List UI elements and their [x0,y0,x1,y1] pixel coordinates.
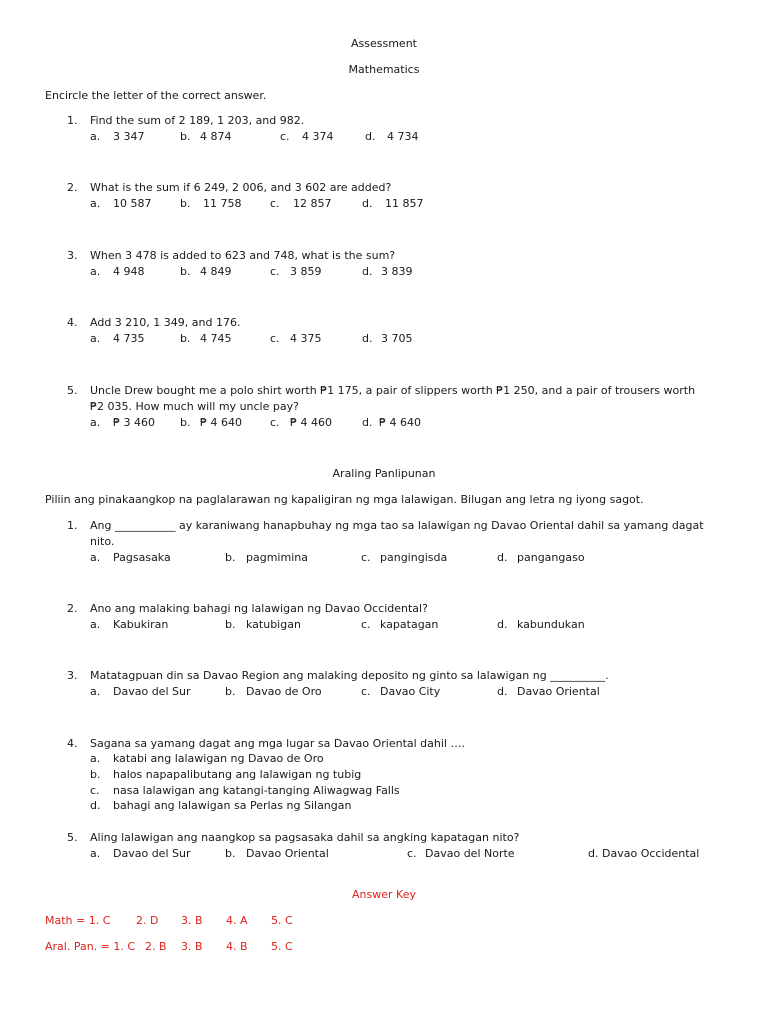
answer-key-item: 3. B [181,914,203,927]
choice-text: 11 857 [385,197,424,210]
question-text: Sagana sa yamang dagat ang mga lugar sa Davao Oriental dahil …. [90,737,465,750]
choice-letter: c. [270,265,280,278]
choice-text: 4 375 [290,332,322,345]
choice-letter: a. [90,130,101,143]
choice-text: ₱ 4 460 [290,416,332,429]
answer-key-item: 4. B [226,940,248,953]
choice-text: Kabukiran [113,618,169,631]
choice-letter: a. [90,685,101,698]
choice-text: bahagi ang lalawigan sa Perlas ng Silangan [113,799,352,812]
choice-text: 4 874 [200,130,232,143]
choice-text: 11 758 [203,197,242,210]
question-text: Ang ___________ ay karaniwang hanapbuhay ng mga tao sa lalawigan ng Davao Oriental dahil sa yamang dagat [90,519,704,532]
question-text: Add 3 210, 1 349, and 176. [90,316,241,329]
choice-text: nasa lalawigan ang katangi-tanging Aliwagwag Falls [113,784,400,797]
choice-letter: b. [180,265,191,278]
question-text: When 3 478 is added to 623 and 748, what is the sum? [90,249,396,262]
choice-text: Davao Oriental [246,847,329,860]
choice-letter: b. [225,847,236,860]
choice-letter: d. [365,130,376,143]
choice-letter: a. [90,265,101,278]
choice-letter: a. [90,551,101,564]
choice-letter: d. [497,618,508,631]
choice-letter: a. [90,618,101,631]
choice-letter: b. [225,685,236,698]
choice-text: 4 374 [302,130,334,143]
answer-key-heading: Answer Key [352,888,416,901]
choice-letter: b. [225,551,236,564]
choice-letter: b. [180,130,191,143]
choice-letter: a. [90,197,101,210]
answer-key-item: 5. C [271,940,293,953]
choice-letter: c. [361,685,371,698]
question-number: 2. [67,181,78,194]
choice-letter: c. [270,332,280,345]
question-number: 3. [67,249,78,262]
choice-text: halos napapalibutang ang lalawigan ng tubig [113,768,362,781]
answer-key-ap-label: Aral. Pan. = 1. C [45,940,136,953]
choice-letter: b. [225,618,236,631]
choice-letter: c. [407,847,417,860]
choice-letter: a. [90,416,101,429]
question-number: 1. [67,519,78,532]
choice-letter: c. [361,551,371,564]
choice-text: katubigan [246,618,301,631]
answer-key-item: 2. B [145,940,167,953]
choice-text: Davao del Sur [113,847,191,860]
choice-text: katabi ang lalawigan ng Davao de Oro [113,752,324,765]
choice-letter: d. [497,551,508,564]
answer-key-item: 2. D [136,914,159,927]
choice-letter: d. [497,685,508,698]
question-number: 5. [67,384,78,397]
choice-text: Davao del Sur [113,685,191,698]
choice-text: kapatagan [380,618,439,631]
choice-letter: d. [588,847,599,860]
choice-letter: b. [180,197,191,210]
question-number: 4. [67,737,78,750]
choice-letter: d. [90,799,101,812]
question-text: What is the sum if 6 249, 2 006, and 3 602 are added? [90,181,392,194]
choice-text: 4 734 [387,130,419,143]
math-heading: Mathematics [348,63,420,76]
choice-letter: b. [90,768,101,781]
choice-letter: c. [361,618,371,631]
math-instruction: Encircle the letter of the correct answer. [45,89,267,102]
choice-text: 3 859 [290,265,322,278]
document-title: Assessment [351,37,417,50]
question-text: ₱2 035. How much will my uncle pay? [90,400,299,413]
choice-letter: c. [270,197,280,210]
choice-text: 10 587 [113,197,152,210]
answer-key-math-label: Math = 1. C [45,914,111,927]
choice-text: Davao de Oro [246,685,322,698]
choice-letter: d. [362,265,373,278]
choice-letter: a. [90,752,101,765]
choice-text: kabundukan [517,618,585,631]
question-number: 3. [67,669,78,682]
question-text: Aling lalawigan ang naangkop sa pagsasaka dahil sa angking kapatagan nito? [90,831,520,844]
choice-letter: a. [90,847,101,860]
choice-text: 3 839 [381,265,413,278]
choice-text: Pagsasaka [113,551,171,564]
choice-text: Davao Oriental [517,685,600,698]
choice-text: pangangaso [517,551,585,564]
question-number: 5. [67,831,78,844]
choice-text: 4 745 [200,332,232,345]
choice-letter: c. [90,784,100,797]
choice-letter: a. [90,332,101,345]
choice-text: 4 735 [113,332,145,345]
choice-letter: b. [180,416,191,429]
ap-instruction: Piliin ang pinakaangkop na paglalarawan ng kapaligiran ng mga lalawigan. Bilugan ang letra ng iyong sagot. [45,493,644,506]
choice-letter: c. [280,130,290,143]
choice-text: 4 948 [113,265,145,278]
answer-key-item: 4. A [226,914,248,927]
question-text: Find the sum of 2 189, 1 203, and 982. [90,114,305,127]
question-number: 1. [67,114,78,127]
choice-text: 3 705 [381,332,413,345]
choice-text: 3 347 [113,130,145,143]
answer-key-item: 5. C [271,914,293,927]
choice-text: ₱ 3 460 [113,416,155,429]
choice-letter: d. [362,332,373,345]
choice-text: Davao City [380,685,441,698]
choice-letter: b. [180,332,191,345]
choice-text: pangingisda [380,551,448,564]
question-number: 2. [67,602,78,615]
question-text: Ano ang malaking bahagi ng lalawigan ng Davao Occidental? [90,602,428,615]
choice-letter: c. [270,416,280,429]
answer-key-item: 3. B [181,940,203,953]
choice-text: pagmimina [246,551,308,564]
ap-heading: Araling Panlipunan [332,467,436,480]
choice-text: 12 857 [293,197,332,210]
choice-text: ₱ 4 640 [200,416,242,429]
question-text: nito. [90,535,115,548]
choice-text: Davao Occidental [602,847,700,860]
question-number: 4. [67,316,78,329]
choice-text: ₱ 4 640 [379,416,421,429]
choice-text: 4 849 [200,265,232,278]
choice-letter: d. [362,197,373,210]
choice-letter: d. [362,416,373,429]
question-text: Uncle Drew bought me a polo shirt worth ₱1 175, a pair of slippers worth ₱1 250, and a pair of trousers worth [90,384,696,397]
question-text: Matatagpuan din sa Davao Region ang malaking deposito ng ginto sa lalawigan ng __________. [90,669,609,682]
choice-text: Davao del Norte [425,847,515,860]
